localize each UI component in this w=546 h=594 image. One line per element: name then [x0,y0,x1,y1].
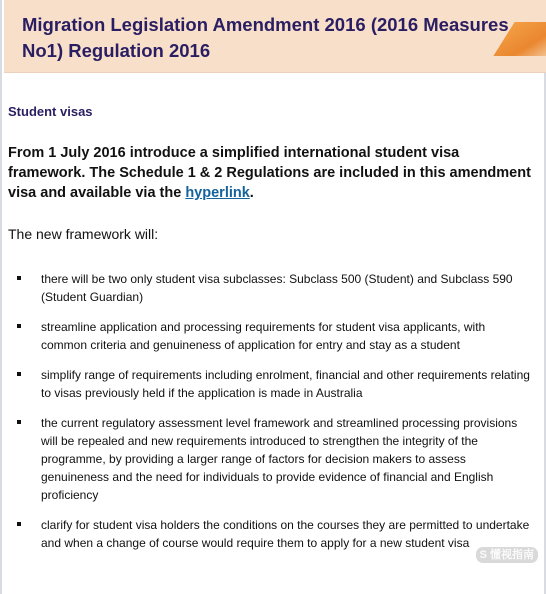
framework-bullet-list [12,270,532,552]
square-bullet-icon [17,522,21,526]
square-bullet-icon [17,324,21,328]
bullet-text: simplify range of requirements including enrolment, financial and other requirements relating to visas previously held if the application is made in Australia [41,368,530,400]
watermark-logo: S 懂视指南 [476,547,538,563]
framework-lead: The new framework will: [8,226,159,242]
intro-text-prefix: From 1 July 2016 introduce a simplified international student visa framework. The Schedule 1 & 2 Regulations are included in this amendment visa and available via the [8,145,531,201]
bullet-item [12,366,532,402]
intro-paragraph [8,143,533,203]
bullet-text: clarify for student visa holders the conditions on the courses they are permitted to undertake and when a change of course would require them to apply for a new student visa [41,518,530,550]
bullet-text: streamline application and processing requirements for student visa applicants, with common criteria and genuineness of application for entry and stay as a student [41,320,486,352]
bullet-text: there will be two only student visa subclasses: Subclass 500 (Student) and Subclass 590 (Student Guardian) [41,272,513,304]
title-banner [4,0,546,73]
bullet-item [12,414,532,504]
document-title: Migration Legislation Amendment 2016 (2016 Measures No1) Regulation 2016 [22,14,509,61]
bullet-item [12,318,532,354]
hyperlink[interactable]: hyperlink [185,185,250,201]
intro-text-suffix: . [249,185,254,201]
square-bullet-icon [17,276,21,280]
bullet-item [12,516,532,552]
square-bullet-icon [17,372,21,376]
bullet-text: the current regulatory assessment level framework and streamlined processing provisions will be repealed and new requirements introduced to strengthen the integrity of the programme, by providing a larger range of factors for decision makers to assess genuineness and the need for individuals to provide evidence of financial and English proficiency [41,416,518,502]
bullet-item [12,270,532,306]
square-bullet-icon [17,420,21,424]
section-title-student-visas: Student visas [8,104,93,119]
